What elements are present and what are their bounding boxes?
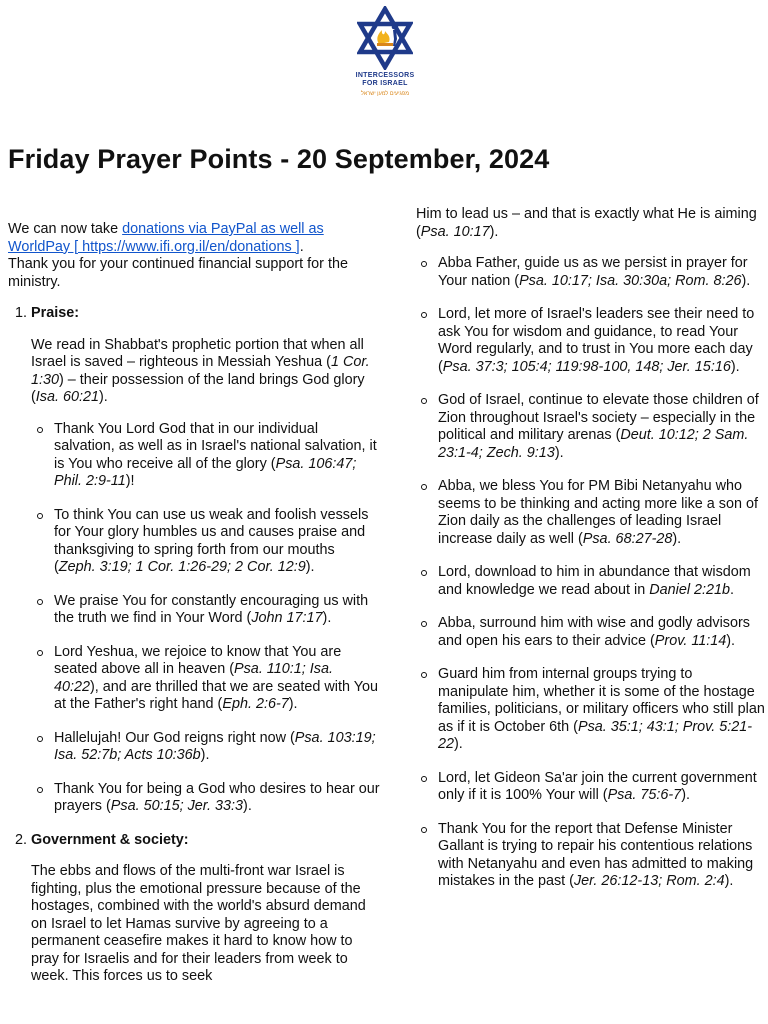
text-segment: ). [243,798,252,814]
star-of-david-logo-icon [357,6,413,70]
text-segment: ). [681,787,690,803]
scripture-reference: Psa. 10:17 [420,223,490,240]
section-government-society [31,832,380,986]
text-segment: God of Israel, continue to elevate those children of Zion throughout Israel's society – especially in the political and military arenas ( [438,392,759,443]
text-segment: Abba, we bless You for PM Bibi Netanyahu who seems to be thinking and acting more like a son of Zion daily as the challenges of leading Israel increase daily as well ( [438,478,758,547]
scripture-reference: Psa. 106:47; Phil. 2:9-11 [54,455,357,489]
text-segment: ) – their possession of the land brings God glory ( [31,371,365,405]
prayer-point [438,770,766,805]
section-intro-continued [416,206,766,241]
prayer-point [54,644,380,714]
prayer-point [438,306,766,376]
prayer-point [438,821,766,891]
prayer-point [54,421,380,491]
scripture-reference: Psa. 37:3; 105:4; 119:98-100, 148; Jer. 15:16 [442,358,731,375]
logo-hebrew-text: מפגיעים למען ישראל [361,91,409,97]
text-segment: ). [200,747,210,763]
scripture-reference: Jer. 26:12-13; Rom. 2:4 [573,873,725,889]
text-segment: Lord Yeshua, we rejoice to know that You are seated above all in heaven ( [54,643,342,677]
prayer-point [438,666,766,754]
text-segment: Lord, let Gideon Sa'ar join the current government only if it is 100% Your will ( [438,769,757,803]
section-praise [31,305,380,816]
text-segment: Lord, download to him in abundance that wisdom and knowledge we read about in [438,564,751,598]
logo-text-line1: INTERCESSORS [355,72,415,79]
prayer-point [54,730,380,765]
text-segment: Abba, surround him with wise and godly advisors and open his ears to their advice ( [438,615,750,649]
scripture-reference: Zeph. 3:19; 1 Cor. 1:26-29; 2 Cor. 12:9 [58,559,306,575]
donation-notice [8,221,380,256]
prayer-point [54,593,380,628]
scripture-reference: Psa. 50:15; Jer. 33:3 [110,798,244,814]
government-points-list [416,255,766,891]
scripture-reference: Deut. 10:12; 2 Sam. 23:1-4; Zech. 9:13 [438,427,749,461]
left-column [8,221,380,986]
text-segment: ). [724,873,734,889]
scripture-reference: Prov. 11:14 [654,632,727,649]
text-segment: Lord, let more of Israel's leaders see their need to ask You for wisdom and guidance, to read Your Word regularly, and to trust in You more each day ( [438,306,755,375]
scripture-reference: Psa. 110:1; Isa. 40:22 [54,661,333,695]
scripture-reference: John 17:17 [251,610,323,626]
text-segment: ), and are thrilled that we are seated with You at the Father's right hand ( [54,678,379,712]
text-segment: )! [125,473,135,489]
thanks-text: Thank you for your continued financial support for the ministry. [8,256,348,290]
prayer-point [438,564,766,599]
donation-link[interactable]: donations via PayPal as well as WorldPay [ https://www.ifi.org.il/en/donations ] [8,221,324,255]
text-segment: Abba Father, guide us as we persist in prayer for Your nation ( [438,255,748,289]
scripture-reference: 1 Cor. 1:30 [31,354,370,388]
text-segment: ). [322,610,332,626]
text-segment: Thank You for the report that Defense Minister Gallant is trying to repair his contentious relations with Netanyahu and even has admitted to making mistakes in the past ( [438,820,754,889]
scripture-reference: Psa. 68:27-28 [582,530,673,547]
text-segment: Him to lead us – and that is exactly what He is aiming ( [416,206,757,240]
text-segment: Thank You Lord God that in our individual salvation, as well as in Israel's national salvation, it is You who receive all of the glory ( [54,420,377,472]
prayer-point [438,478,766,548]
prayer-point [438,392,766,462]
text-segment: ). [726,632,736,649]
text-segment: ). [305,559,315,575]
text-segment: . [730,581,735,598]
prayer-point [54,781,380,816]
praise-points-list [31,421,380,816]
scripture-reference: Psa. 35:1; 43:1; Prov. 5:21-22 [438,718,753,752]
text-segment: ). [454,736,463,752]
scripture-reference: Psa. 103:19; Isa. 52:7b; Acts 10:36b [54,729,376,763]
prayer-point [438,615,766,650]
prayer-point [54,507,380,577]
scripture-reference: Eph. 2:6-7 [222,696,289,712]
scripture-reference: Psa. 10:17; Isa. 30:30a; Rom. 8:26 [519,272,742,289]
text-segment: Hallelujah! Our God reigns right now ( [54,729,295,746]
section-heading: Praise: [31,305,79,321]
text-segment: Guard him from internal groups trying to manipulate him, whether it is some of the hostage families, politicians, or military officers who still plan as if it is October 6th ( [438,666,765,735]
prayer-point [438,255,766,290]
donation-suffix: . [299,238,304,255]
scripture-reference: Daniel 2:21b [649,581,731,598]
donation-prefix: We can now take [8,221,123,237]
text-segment: ). [288,696,298,712]
text-segment: We read in Shabbat's prophetic portion that when all Israel is saved – righteous in Messiah Yeshua ( [31,336,364,370]
logo [348,6,422,98]
prayer-sections-list [8,305,380,986]
section-heading: Government & society: [31,831,189,848]
scripture-reference: Psa. 75:6-7 [607,787,682,803]
text-segment: ). [672,530,682,547]
page-title: Friday Prayer Points - 20 September, 2024 [8,144,550,174]
logo-text-line2: FOR ISRAEL [362,80,408,87]
right-column [416,206,766,907]
scripture-reference: Isa. 60:21 [35,389,100,405]
text-segment: To think You can use us weak and foolish vessels for Your glory humbles us and causes praise and thanksgiving to spring forth from our mouths ( [54,506,369,575]
text-segment: ). [730,358,740,375]
text-segment: ). [741,272,751,289]
section-intro: The ebbs and flows of the multi-front war Israel is fighting, plus the emotional pressure because of the hostages, combined with the world's absurd demand on Israel to let Hamas survive by agreeing to a permanent ceasefire makes it hard to know how to pray for Israelis and for their leaders from week to week. This forces us to seek [31,863,366,984]
text-segment: We praise You for constantly encouraging us with the truth we find in Your Word ( [54,592,369,626]
text-segment: Thank You for being a God who desires to hear our prayers ( [54,780,380,814]
section-intro [31,337,380,407]
text-segment: ). [99,389,108,405]
text-segment: ). [554,444,564,461]
text-segment: ). [489,223,499,240]
